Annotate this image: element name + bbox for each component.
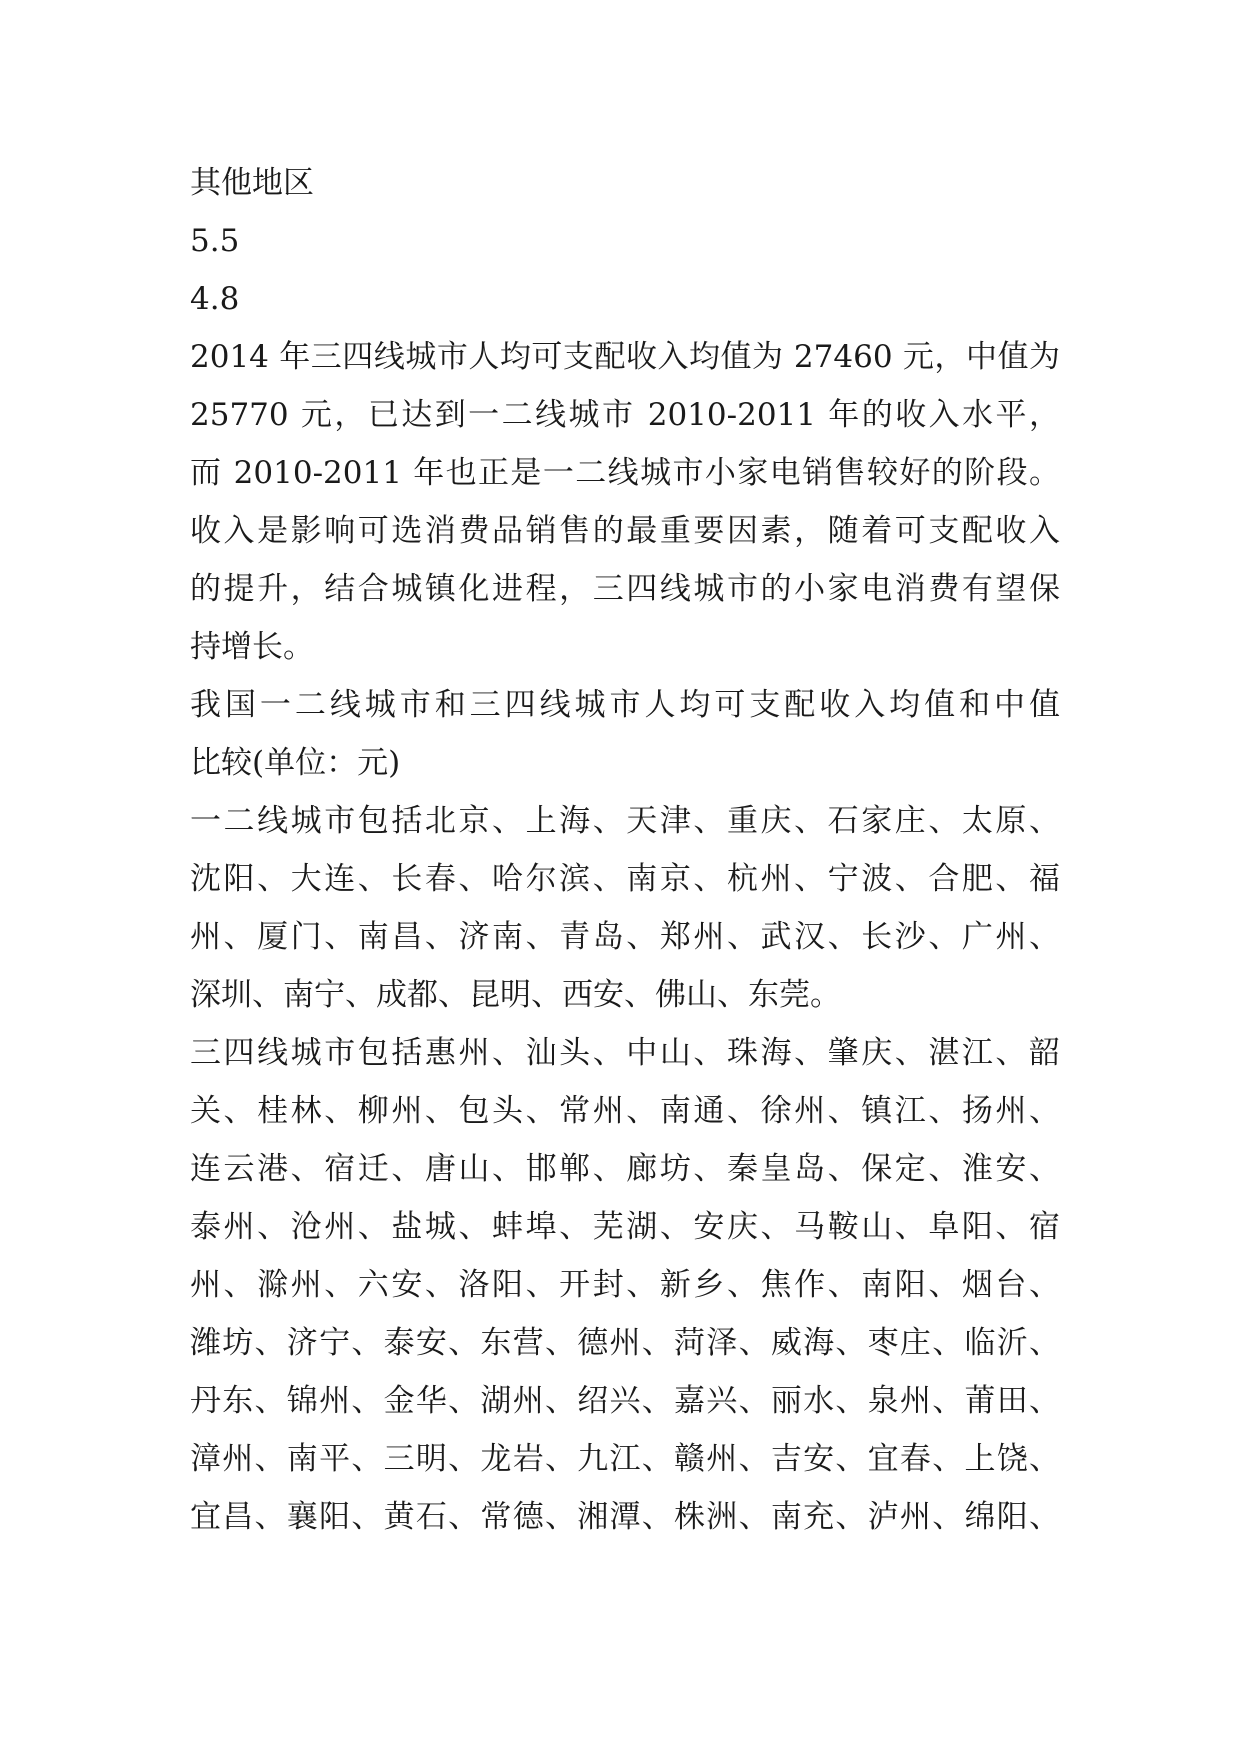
paragraph-line-value: 5.5 — [190, 223, 240, 259]
paragraph-line: 25770 元，已达到一二线城市 2010-2011 年的收入水平， — [190, 397, 1060, 433]
paragraph-line: 关、桂林、柳州、包头、常州、南通、徐州、镇江、扬州、 — [190, 1093, 1060, 1129]
paragraph-line: 三四线城市包括惠州、汕头、中山、珠海、肇庆、湛江、韶 — [190, 1035, 1060, 1071]
paragraph-line: 深圳、南宁、成都、昆明、西安、佛山、东莞。 — [190, 977, 841, 1013]
paragraph-line: 持增长。 — [190, 629, 314, 665]
paragraph-line: 收入是影响可选消费品销售的最重要因素，随着可支配收入 — [190, 513, 1060, 549]
paragraph-line: 州、滁州、六安、洛阳、开封、新乡、焦作、南阳、烟台、 — [190, 1267, 1060, 1303]
document-body — [190, 154, 1060, 1546]
paragraph-line: 泰州、沧州、盐城、蚌埠、芜湖、安庆、马鞍山、阜阳、宿 — [190, 1209, 1060, 1245]
paragraph-line: 我国一二线城市和三四线城市人均可支配收入均值和中值 — [190, 687, 1060, 723]
paragraph-line: 漳州、南平、三明、龙岩、九江、赣州、吉安、宜春、上饶、 — [190, 1441, 1060, 1477]
paragraph-line: 潍坊、济宁、泰安、东营、德州、菏泽、威海、枣庄、临沂、 — [190, 1325, 1060, 1361]
paragraph-line: 沈阳、大连、长春、哈尔滨、南京、杭州、宁波、合肥、福 — [190, 861, 1060, 897]
paragraph-line: 州、厦门、南昌、济南、青岛、郑州、武汉、长沙、广州、 — [190, 919, 1060, 955]
paragraph-line: 而 2010-2011 年也正是一二线城市小家电销售较好的阶段。 — [190, 455, 1060, 491]
paragraph-line: 丹东、锦州、金华、湖州、绍兴、嘉兴、丽水、泉州、莆田、 — [190, 1383, 1060, 1419]
paragraph-line: 比较(单位：元) — [190, 745, 401, 781]
paragraph-line: 一二线城市包括北京、上海、天津、重庆、石家庄、太原、 — [190, 803, 1060, 839]
paragraph-line-value: 4.8 — [190, 281, 240, 317]
paragraph-line: 2014 年三四线城市人均可支配收入均值为 27460 元，中值为 — [190, 339, 1060, 375]
paragraph-line: 连云港、宿迁、唐山、邯郸、廊坊、秦皇岛、保定、淮安、 — [190, 1151, 1060, 1187]
paragraph-line-heading: 其他地区 — [190, 165, 314, 201]
paragraph-line: 的提升，结合城镇化进程，三四线城市的小家电消费有望保 — [190, 571, 1060, 607]
paragraph-line: 宜昌、襄阳、黄石、常德、湘潭、株洲、南充、泸州、绵阳、 — [190, 1499, 1060, 1535]
